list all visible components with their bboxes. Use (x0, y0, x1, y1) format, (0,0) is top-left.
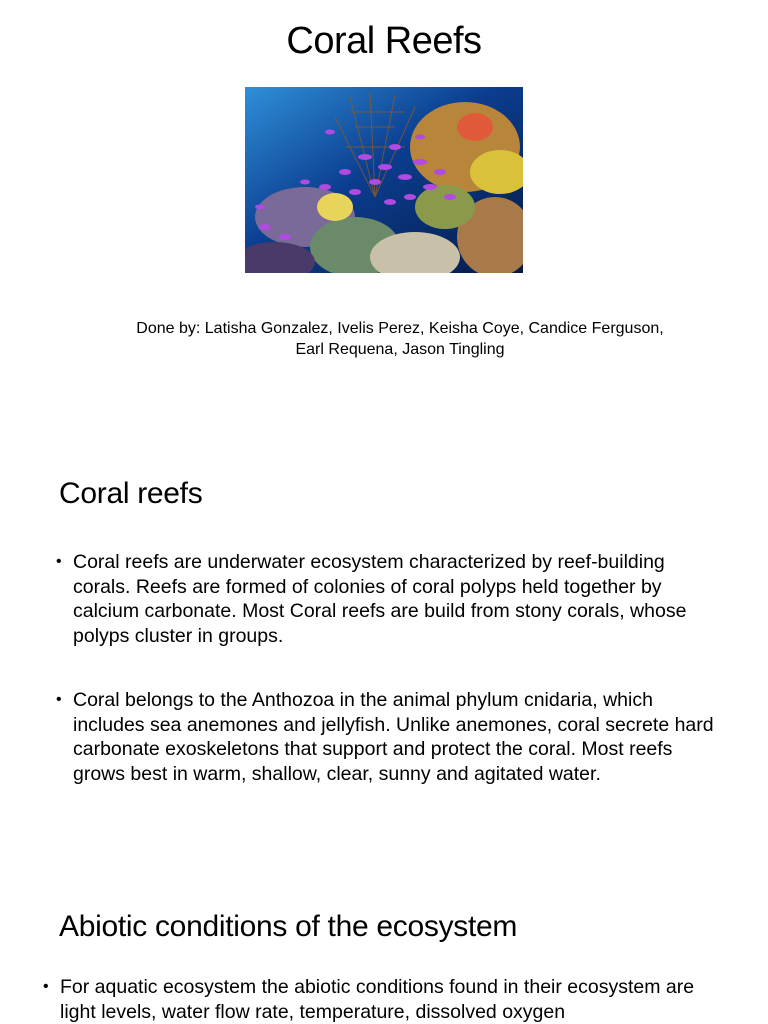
bullet-list (56, 550, 716, 786)
bullet-item (43, 975, 733, 1024)
bullet-icon: • (56, 691, 62, 708)
bullet-item (56, 550, 716, 648)
bullet-icon: • (56, 553, 62, 570)
bullet-icon: • (43, 978, 49, 995)
coral-reef-image (245, 87, 523, 273)
slide-abiotic-conditions (0, 880, 768, 1024)
slide-heading: Coral reefs (59, 477, 203, 510)
coral-reef-photo (245, 87, 523, 273)
bullet-list (43, 975, 733, 1024)
bullet-item (56, 688, 716, 786)
slide-coral-reefs (0, 420, 768, 880)
authors-line-1: Done by: Latisha Gonzalez, Ivelis Perez, Keisha Coye, Candice Ferguson, (136, 320, 664, 337)
bullet-text: For aquatic ecosystem the abiotic conditions found in their ecosystem are light levels, water flow rate, temperature, dissolved oxygen (60, 976, 695, 1023)
bullet-text: Coral reefs are underwater ecosystem characterized by reef-building corals. Reefs are formed of colonies of coral polyps held together by calcium carbonate. Most Coral reefs are build from stony corals, whose polyps cluster in groups. (73, 551, 687, 647)
authors-line-2: Earl Requena, Jason Tingling (295, 341, 505, 358)
authors-credit (110, 318, 690, 360)
slide-heading: Abiotic conditions of the ecosystem (59, 910, 518, 943)
presentation-title: Coral Reefs (286, 20, 482, 62)
bullet-text: Coral belongs to the Anthozoa in the animal phylum cnidaria, which includes sea anemones and jellyfish. Unlike anemones, coral secrete hard carbonate exoskeletons that support and protect the coral. Most reefs grows best in warm, shallow, clear, sunny and agitated water. (73, 689, 714, 785)
slide-title (0, 0, 768, 400)
